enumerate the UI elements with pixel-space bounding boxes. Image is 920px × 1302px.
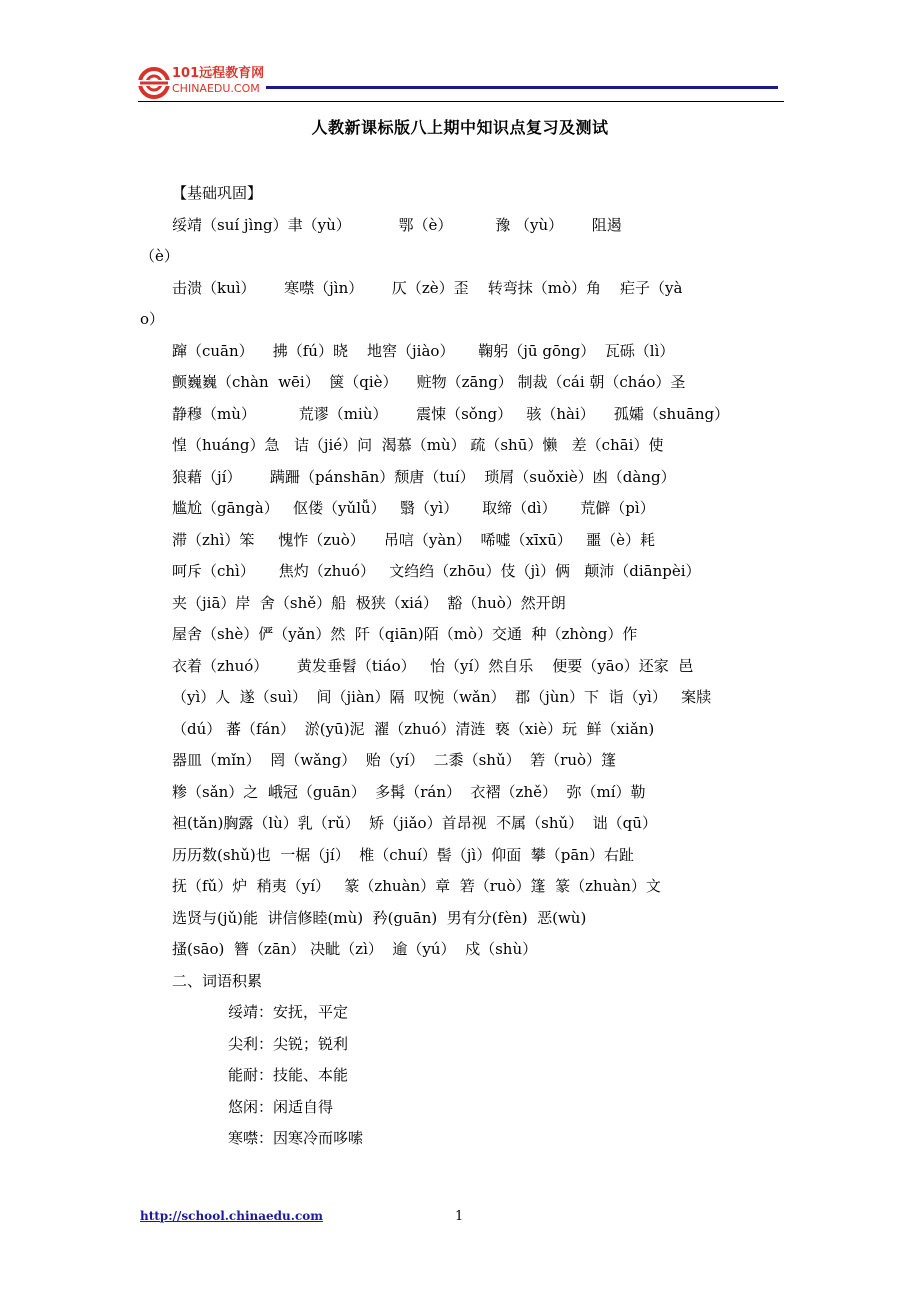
pinyin-line: 选贤与(jǔ)能 讲信修睦(mù) 矜(guān) 男有分(fèn) 恶(wù): [172, 908, 587, 927]
pinyin-line: 历历数(shǔ)也 一椐（jí） 椎（chuí）髻（jì）仰面 攀（pān）右趾: [172, 845, 634, 864]
page-number: 1: [455, 1209, 464, 1224]
pinyin-line: 衣着（zhuó） 黄发垂髫（tiáo） 怡（yí）然自乐 便要（yāo）还家 邑: [172, 656, 694, 675]
pinyin-line: 呵斥（chì） 焦灼（zhuó） 文绉绉（zhōu）伎（jì）俩 颠沛（diānpèi）: [172, 562, 701, 580]
pinyin-line: （dú） 蕃（fán） 淤(yū)泥 濯（zhuó）清涟 亵（xiè）玩 鲜（xiǎn): [172, 719, 655, 738]
pinyin-line: 狼藉（jí） 蹒跚（pánshān）颓唐（tuí） 琐屑（suǒxiè）凼（dàng）: [172, 467, 676, 486]
pinyin-line: 夹（jiā）岸 舍（shě）船 极狭（xiá） 豁（huò）然开朗: [172, 593, 566, 612]
vocab-item: 尖利：尖锐；锐利: [228, 1034, 349, 1053]
vocab-item: 能耐：技能、本能: [228, 1066, 349, 1084]
section-heading-basics: 【基础巩固】: [172, 184, 263, 202]
vocab-item: 悠闲：闲适自得: [228, 1097, 334, 1116]
logo-title: 101远程教育网: [172, 66, 265, 81]
section-heading-vocabulary: 二、词语积累: [172, 971, 263, 990]
header-blue-rule: [266, 86, 778, 89]
pinyin-line: 屋舍（shè）俨（yǎn）然 阡（qiān)陌（mò）交通 种（zhòng）作: [172, 625, 638, 643]
pinyin-line: 蹿（cuān） 拂（fú）晓 地窖（jiào） 鞠躬（jū gōng） 瓦砾（lì）: [172, 341, 675, 360]
footer-site-link[interactable]: http://school.chinaedu.com: [140, 1209, 323, 1223]
pinyin-line: （è）: [140, 247, 179, 265]
pinyin-line: （yì）人 遂（suì） 间（jiàn）隔 叹惋（wǎn） 郡（jùn）下 诣（yì） 案牍: [172, 688, 712, 706]
pinyin-line: 器皿（mǐn） 罔（wǎng） 贻（yí） 二黍（shǔ） 箬（ruò）篷: [172, 751, 617, 769]
pinyin-line: o）: [140, 310, 165, 328]
pinyin-line: 颤巍巍（chàn wēi） 箧（qiè） 赃物（zāng） 制裁（cái 朝（cháo）圣: [172, 373, 686, 391]
page-header: [138, 64, 784, 104]
vocab-item: 寒噤：因寒冷而哆嗦: [228, 1129, 364, 1147]
logo-subtitle: CHINAEDU.COM: [172, 82, 260, 95]
document-body: [140, 178, 790, 1155]
header-divider: [138, 101, 784, 102]
pinyin-line: 滞（zhì）笨 愧怍（zuò） 吊唁（yàn） 唏嘘（xīxū） 噩（è）耗: [172, 530, 656, 549]
page-title: 人教新课标版八上期中知识点复习及测试: [311, 118, 609, 137]
pinyin-line: 绥靖（suí jìng）聿（yù） 鄂（è） 豫 （yù） 阻遏: [172, 215, 622, 234]
pinyin-line: 袒(tǎn)胸露（lù）乳（rǔ） 矫（jiǎo）首昂视 不属（shǔ） 诎（qū）: [172, 814, 657, 832]
pinyin-line: 击溃（kuì） 寒噤（jìn） 仄（zè）歪 转弯抹（mò）角 疟子（yà: [172, 278, 683, 297]
pinyin-line: 尴尬（gāngà） 伛偻（yǔlǚ） 翳（yì） 取缔（dì） 荒僻（pì）: [172, 499, 655, 517]
chinaedu-logo-icon: [138, 67, 170, 99]
pinyin-line: 静穆（mù） 荒谬（miù） 震悚（sǒng） 骇（hài） 孤孀（shuāng）: [172, 404, 730, 423]
pinyin-line: 搔(sāo) 簪（zān） 决眦（zì） 逾（yú） 戍（shù）: [172, 940, 538, 958]
pinyin-line: 惶（huáng）急 诘（jié）问 渴慕（mù） 疏（shū）懒 差（chāi）使: [172, 436, 664, 454]
pinyin-line: 抚（fǔ）炉 稍夷（yí） 篆（zhuàn）章 箬（ruò）篷 篆（zhuàn）文: [172, 877, 661, 895]
pinyin-line: 糁（sǎn）之 峨冠（guān） 多髯（rán） 衣褶（zhě） 弥（mí）勒: [172, 782, 646, 801]
vocab-item: 绥靖：安抚，平定: [228, 1003, 349, 1021]
